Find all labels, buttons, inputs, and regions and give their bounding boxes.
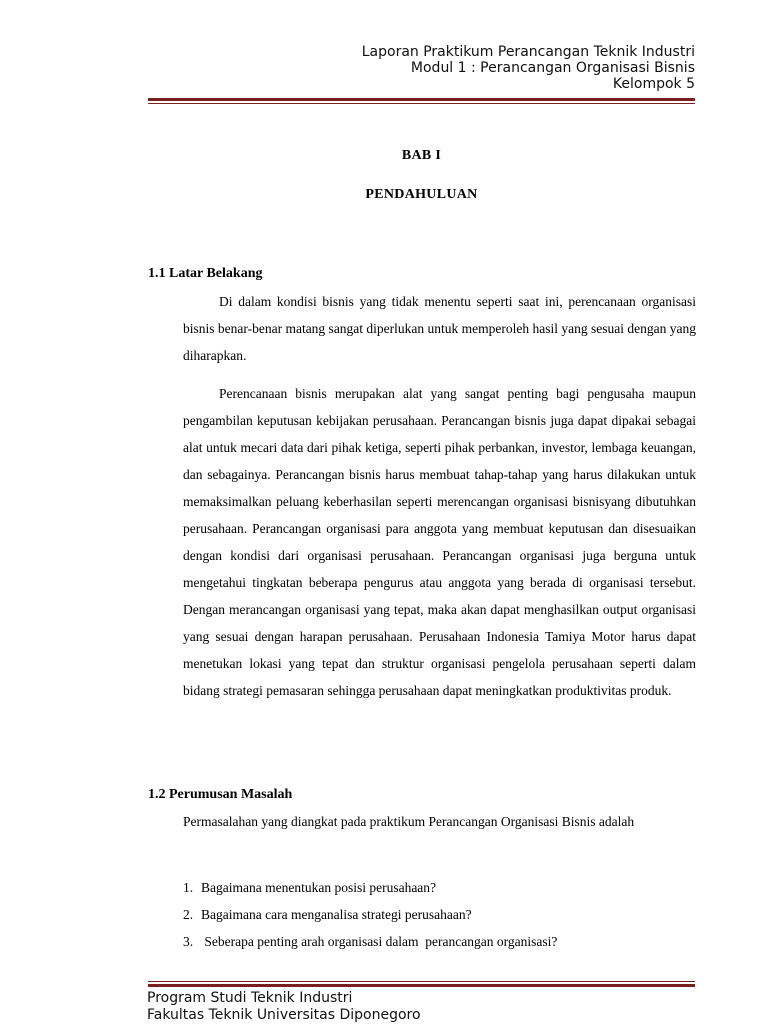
section-heading-perumusan-masalah: 1.2 Perumusan Masalah (148, 787, 293, 802)
list-item (183, 874, 696, 901)
footer-rule-thin (148, 981, 695, 982)
chapter-title: PENDAHULUAN (365, 187, 478, 202)
list-item (183, 901, 696, 928)
list-item-number: 1. (183, 880, 194, 895)
footer-program: Program Studi Teknik Industri (147, 990, 353, 1006)
list-item-number: 3. (183, 934, 194, 949)
header-module-title: Modul 1 : Perancangan Organisasi Bisnis (410, 60, 695, 76)
header-rule-thin (148, 103, 695, 104)
list-item-number: 2. (183, 907, 194, 922)
footer-rule-thick (148, 984, 695, 987)
paragraph-latar-belakang-1: Di dalam kondisi bisnis yang tidak menentu seperti saat ini, perencanaan organisasi bisnis benar-benar matang sangat diperlukan untuk memperoleh hasil yang sesuai dengan yang diharapkan. (183, 294, 696, 363)
page-footer (147, 990, 421, 1024)
paragraph-latar-belakang-2: Perencanaan bisnis merupakan alat yang sangat penting bagi pengusaha maupun pengambilan keputusan kebijakan perusahaan. Perancangan bisnis juga dapat dipakai sebagai alat untuk mecari data dari pihak ketiga, seperti pihak perbankan, investor, lembaga keuangan, dan sebagainya. Perancangan bisnis harus membuat tahap-tahap yang harus dilakukan untuk memaksimalkan peluang keberhasilan seperti merencangan organisasi bisnisyang dibutuhkan perusahaan. Perancangan organisasi para anggota yang membuat keputusan dan disesuaikan dengan kondisi dari organisasi perusahaan. Perancangan organisasi juga berguna untuk mengetahui tingkatan beberapa pengurus atau anggota yang berada di organisasi tersebut. Dengan merancangan organisasi yang tepat, maka akan dapat menghasilkan output organisasi yang sesuai dengan harapan perusahaan. Perusahaan Indonesia Tamiya Motor harus dapat menetukan lokasi yang tepat dan struktur organisasi pengelola perusahaan seperti dalam bidang strategi pemasaran sehingga perusahaan dapat meningkatkan produktivitas produk. (183, 386, 696, 698)
header-report-title: Laporan Praktikum Perancangan Teknik Industri (361, 44, 695, 60)
problem-list (183, 874, 696, 955)
header-group: Kelompok 5 (612, 76, 695, 92)
page-header (362, 44, 695, 92)
paragraph-perumusan-intro: Permasalahan yang diangkat pada praktikum Perancangan Organisasi Bisnis adalah (183, 814, 635, 829)
footer-faculty: Fakultas Teknik Universitas Diponegoro (147, 1007, 421, 1023)
list-item (183, 928, 696, 955)
list-item-text: Bagaimana cara menganalisa strategi perusahaan? (201, 907, 472, 922)
section-heading-latar-belakang: 1.1 Latar Belakang (148, 266, 263, 281)
list-item-text: Seberapa penting arah organisasi dalam perancangan organisasi? (201, 934, 558, 949)
header-rule-thick (148, 98, 695, 101)
chapter-number: BAB I (401, 148, 442, 163)
list-item-text: Bagaimana menentukan posisi perusahaan? (201, 880, 437, 895)
